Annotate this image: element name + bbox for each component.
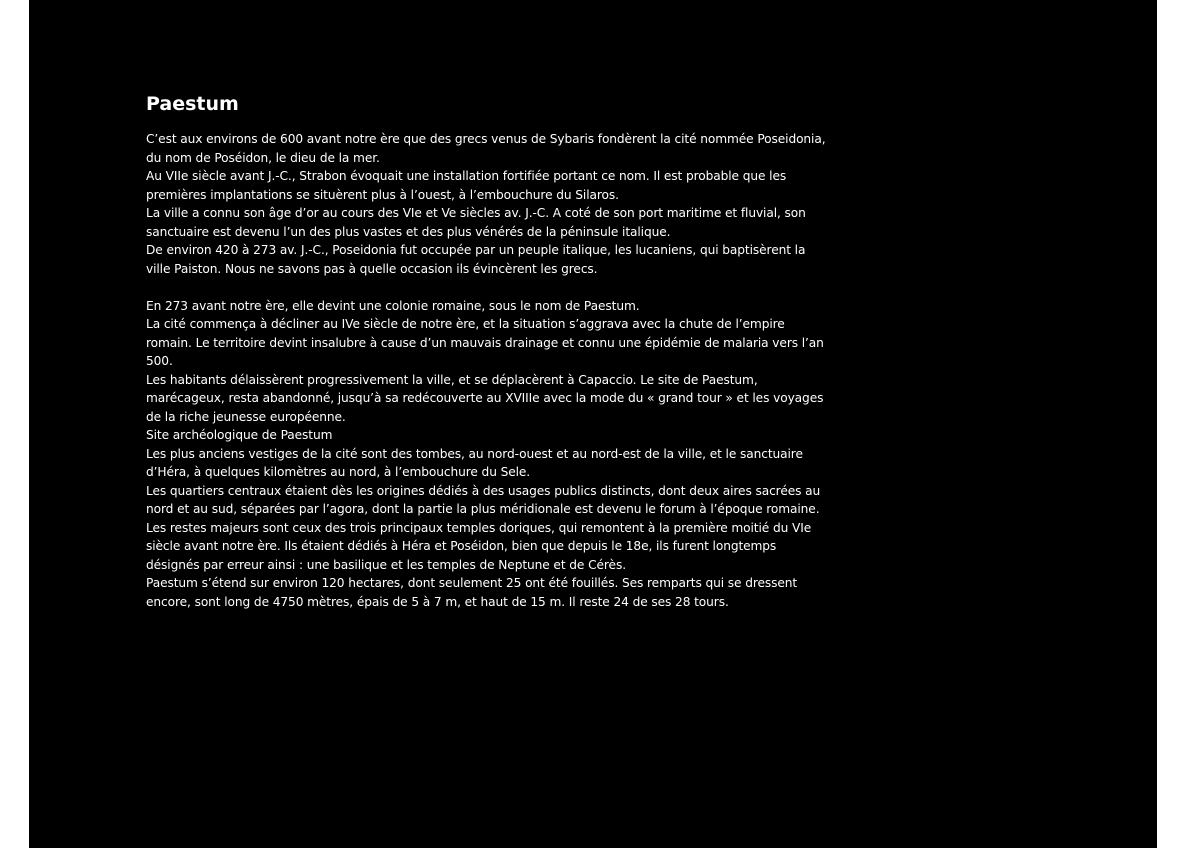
paragraph: Paestum s’étend sur environ 120 hectares, dont seulement 25 ont été fouillés. Ses remparts qui se dressent encore, sont long de 4750 mètres, épais de 5 à 7 m, et haut de 15 m. Il reste 24 de ses 28 tours. — [146, 576, 798, 609]
paragraph: Les habitants délaissèrent progressivement la ville, et se déplacèrent à Capaccio. Le site de Paestum, marécageux, resta abandonné, jusqu’à sa redécouverte au XVIIIe avec la mode du « grand tour » et les voyages de la riche jeunesse européenne. — [146, 372, 824, 424]
document-title: Paestum — [146, 93, 239, 115]
paragraph-spacer — [146, 278, 826, 297]
document-content — [146, 92, 826, 611]
paragraph: La cité commença à décliner au IVe siècle de notre ère, et la situation s’aggrava avec la chute de l’empire romain. Le territoire devint insalubre à cause d’un mauvais drainage et connu une épidémie de malaria vers l’an 500. — [146, 317, 824, 368]
paragraph: Les plus anciens vestiges de la cité sont des tombes, au nord-ouest et au nord-est de la ville, et le sanctuaire d’Héra, à quelques kilomètres au nord, à l’embouchure du Sele. — [146, 446, 803, 479]
paragraph: Les restes majeurs sont ceux des trois principaux temples doriques, qui remontent à la première moitié du VIe siècle avant notre ère. Ils étaient dédiés à Héra et Poséidon, bien que depuis le 18e, ils furent longtemps désignés par erreur ainsi : une basilique et les temples de Neptune et de Cérès. — [146, 520, 812, 572]
paragraph: Les quartiers centraux étaient dès les origines dédiés à des usages publics distincts, dont deux aires sacrées au nord et au sud, séparées par l’agora, dont la partie la plus méridionale est devenu le forum à l’époque romaine. — [146, 483, 821, 516]
paragraph: En 273 avant notre ère, elle devint une colonie romaine, sous le nom de Paestum. — [146, 298, 640, 313]
paragraph: C’est aux environs de 600 avant notre ère que des grecs venus de Sybaris fondèrent la cité nommée Poseidonia, du nom de Poséidon, le dieu de la mer. — [146, 132, 826, 165]
section-heading: Site archéologique de Paestum — [146, 428, 333, 442]
paragraph: Au VIIe siècle avant J.-C., Strabon évoquait une installation fortifiée portant ce nom. Il est probable que les premières implantations se situèrent plus à l’ouest, à l’embouchure du Silaros. — [146, 169, 787, 202]
paragraph: De environ 420 à 273 av. J.-C., Poseidonia fut occupée par un peuple italique, les lucaniens, qui baptisèrent la ville Paiston. Nous ne savons pas à quelle occasion ils évincèrent les grecs. — [146, 243, 806, 276]
paragraph: La ville a connu son âge d’or au cours des VIe et Ve siècles av. J.-C. A coté de son port maritime et fluvial, son sanctuaire est devenu l’un des plus vastes et des plus vénérés de la péninsule italique. — [146, 206, 806, 239]
document-page — [29, 0, 1157, 848]
